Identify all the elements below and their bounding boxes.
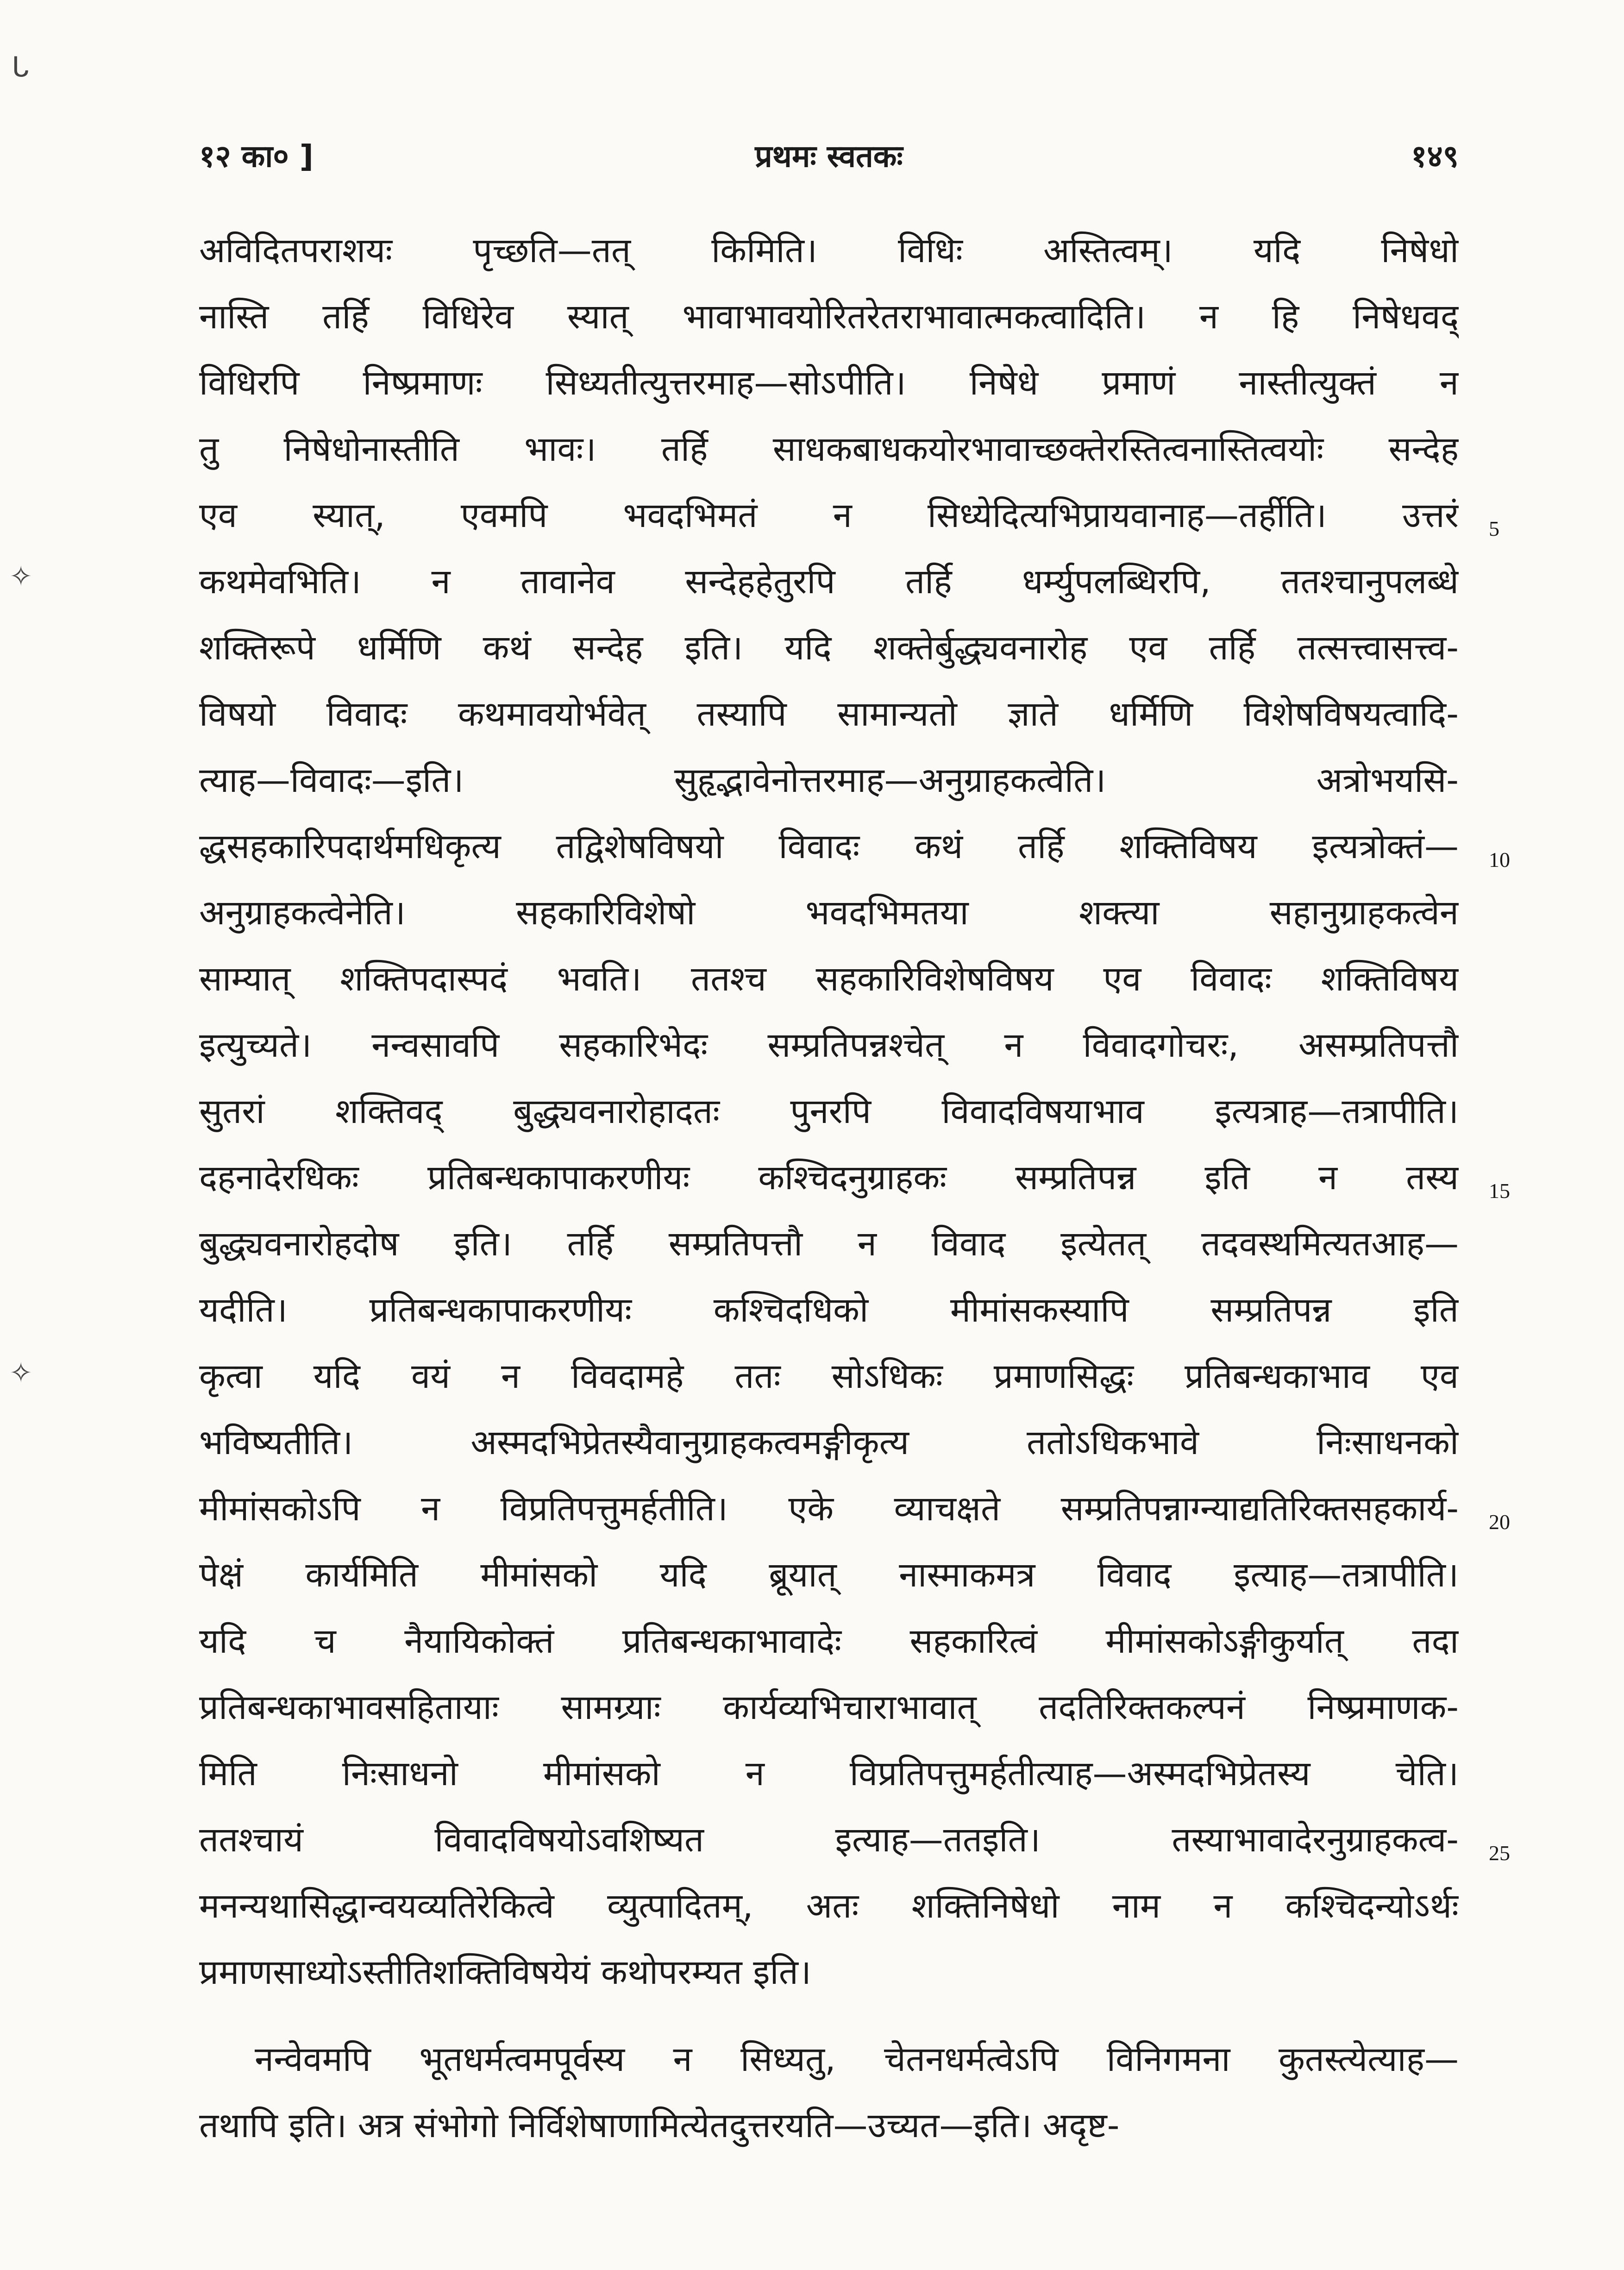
text-line: द्धसहकारिपदार्थमधिकृत्य तद्विशेषविषयो विवादः कथं तर्हि शक्तिविषय इत्यत्रोक्तं— xyxy=(199,827,1459,866)
text-line: तु निषेधोनास्तीति भावः। तर्हि साधकबाधकयोरभावाच्छक्तेरस्तित्वनास्तित्वयोः सन्देह xyxy=(199,429,1459,469)
text-line: एव स्यात्, एवमपि भवदभिमतं न सिध्येदित्यभिप्रायवानाह—तर्हीति। उत्तरं xyxy=(199,495,1459,535)
margin-mark: ᒐ xyxy=(12,51,29,83)
text-line: भविष्यतीति। अस्मदभिप्रेतस्यैवानुग्राहकत्वमङ्गीकृत्य ततोऽधिकभावे निःसाधनको xyxy=(199,1423,1459,1462)
header-left: १२ का० ] xyxy=(199,138,314,174)
margin-mark: ✧ xyxy=(9,560,33,593)
commentary-text xyxy=(199,218,1459,2159)
text-line: अविदितपराशयः पृच्छति—तत् किमिति। विधिः अस्तित्वम्। यदि निषेधो xyxy=(199,231,1459,270)
text-line: नन्वेवमपि भूतधर्मत्वमपूर्वस्य न सिध्यतु, चेतनधर्मत्वेऽपि विनिगमना कुतस्त्येत्याह— xyxy=(255,2039,1459,2079)
text-line: कथमेवभिति। न तावानेव सन्देहहेतुरपि तर्हि धर्म्युपलब्धिरपि, ततश्चानुपलब्धे xyxy=(199,562,1459,602)
text-line: मीमांसकोऽपि न विप्रतिपत्तुमर्हतीति। एके व्याचक्षते सम्प्रतिपन्नाग्न्याद्यतिरिक्तसहकार्य- xyxy=(199,1489,1459,1529)
text-line: सुतरां शक्तिवद् बुद्ध्यवनारोहादतः पुनरपि विवादविषयाभाव इत्यत्राह—तत्रापीति। xyxy=(199,1091,1459,1131)
page-number: १४९ xyxy=(1411,138,1459,174)
text-line: बुद्ध्यवनारोहदोष इति। तर्हि सम्प्रतिपत्तौ न विवाद इत्येतत् तदवस्थमित्यतआह— xyxy=(199,1224,1459,1264)
margin-mark: ✧ xyxy=(9,1357,33,1389)
line-number: 15 xyxy=(1489,1179,1510,1203)
line-number: 20 xyxy=(1489,1510,1510,1534)
line-number: 25 xyxy=(1489,1841,1510,1865)
text-line: तथापि इति। अत्र संभोगो निर्विशेषाणामित्येतदुत्तरयति—उच्यत—इति। अदृष्ट- xyxy=(199,2106,1120,2145)
text-line: विधिरपि निष्प्रमाणः सिध्यतीत्युत्तरमाह—सोऽपीति। निषेधे प्रमाणं नास्तीत्युक्तं न xyxy=(199,363,1459,403)
text-line: मिति निःसाधनो मीमांसको न विप्रतिपत्तुमर्हतीत्याह—अस्मदभिप्रेतस्य चेति। xyxy=(199,1754,1459,1793)
text-line: प्रमाणसाध्योऽस्तीतिशक्तिविषयेयं कथोपरम्यत इति। xyxy=(199,1952,811,1992)
text-line: कृत्वा यदि वयं न विवदामहे ततः सोऽधिकः प्रमाणसिद्धः प्रतिबन्धकाभाव एव xyxy=(199,1356,1459,1396)
text-line: त्याह—विवादः—इति। सुहृद्भावेनोत्तरमाह—अनुग्राहकत्वेति। अत्रोभयसि- xyxy=(199,760,1459,800)
text-line: दहनादेरधिकः प्रतिबन्धकापाकरणीयः कश्चिदनुग्राहकः सम्प्रतिपन्न इति न तस्य xyxy=(199,1158,1459,1198)
text-line: नास्ति तर्हि विधिरेव स्यात् भावाभावयोरितरेतराभावात्मकत्वादिति। न हि निषेधवद् xyxy=(199,297,1459,337)
text-line: प्रतिबन्धकाभावसहितायाः सामग्र्याः कार्यव्यभिचाराभावात् तदतिरिक्तकल्पनं निष्प्रमाणक- xyxy=(199,1687,1459,1727)
text-line: अनुग्राहकत्वेनेति। सहकारिविशेषो भवदभिमतया शक्त्या सहानुग्राहकत्वेन xyxy=(199,893,1459,933)
text-line: शक्तिरूपे धर्मिणि कथं सन्देह इति। यदि शक्तेर्बुद्ध्यवनारोह एव तर्हि तत्सत्त्वासत्त्व- xyxy=(199,628,1459,668)
text-line: ततश्चायं विवादविषयोऽवशिष्यत इत्याह—ततइति। तस्याभावादेरनुग्राहकत्व- xyxy=(199,1820,1459,1860)
text-line: विषयो विवादः कथमावयोर्भवेत् तस्यापि सामान्यतो ज्ञाते धर्मिणि विशेषविषयत्वादि- xyxy=(199,694,1459,734)
text-line: साम्यात् शक्तिपदास्पदं भवति। ततश्च सहकारिविशेषविषय एव विवादः शक्तिविषय xyxy=(199,959,1459,999)
text-line: यदि च नैयायिकोक्तं प्रतिबन्धकाभावादेः सहकारित्वं मीमांसकोऽङ्गीकुर्यात् तदा xyxy=(199,1621,1459,1661)
line-number: 10 xyxy=(1489,848,1510,872)
line-number: 5 xyxy=(1489,517,1499,540)
text-line: मनन्यथासिद्धान्वयव्यतिरेकित्वे व्युत्पादितम्, अतः शक्तिनिषेधो नाम न कश्चिदन्योऽर्थः xyxy=(199,1886,1459,1926)
header-title: प्रथमः स्वतकः xyxy=(755,138,903,174)
text-line: इत्युच्यते। नन्वसावपि सहकारिभेदः सम्प्रतिपन्नश्चेत् न विवादगोचरः, असम्प्रतिपत्तौ xyxy=(199,1025,1459,1065)
text-line: यदीति। प्रतिबन्धकापाकरणीयः कश्चिदधिको मीमांसकस्यापि सम्प्रतिपन्न इति xyxy=(199,1290,1459,1330)
text-line: पेक्षं कार्यमिति मीमांसको यदि ब्रूयात् नास्माकमत्र विवाद इत्याह—तत्रापीति। xyxy=(199,1555,1459,1595)
running-header xyxy=(199,134,1459,185)
